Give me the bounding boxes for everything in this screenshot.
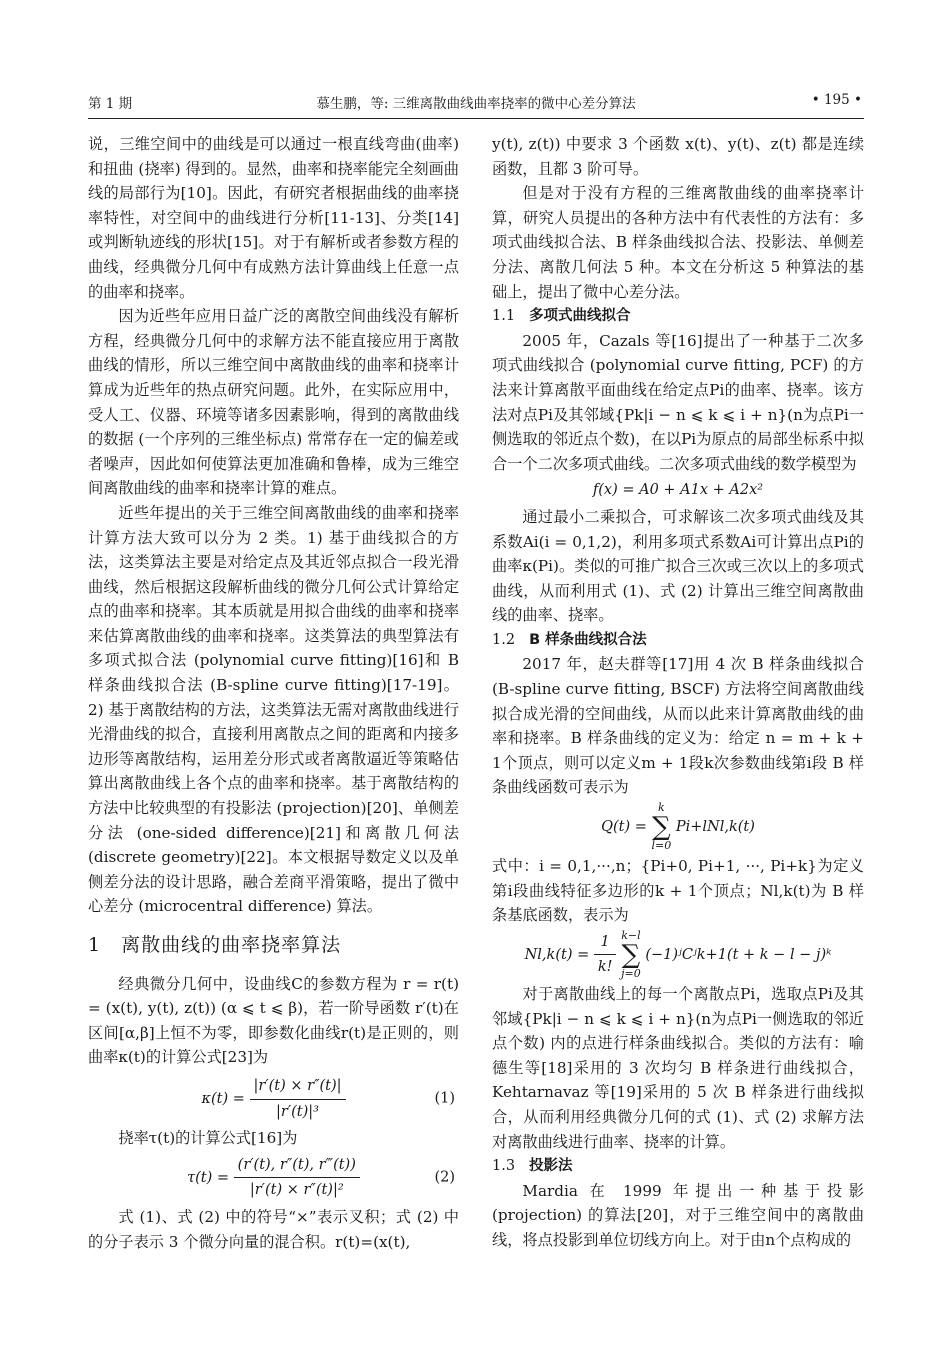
subsection-number: 1.3 [492, 1158, 516, 1175]
fraction [594, 930, 617, 980]
paragraph: 对于离散曲线上的每一个离散点Pi，选取点Pi及其邻域{Pk|i − n ⩽ k ⩽ i + n}(n为点Pi一侧选取的邻近点个数) 内的点进行样条曲线拟合。类似的方法有：喻德生等[18]采用的 3 次均匀 B 样条进行曲线拟合，Kehtarnavaz 等[19]采用的 5 次 B 样条进行曲线拟合，从而利用经典微分几何的式 (1)、式 (2) 求解方法对离散曲线进行曲率、挠率的计算。 [492, 985, 864, 1151]
equation-number: (1) [434, 1090, 455, 1107]
section-heading: 1 离散曲线的曲率挠率算法 [88, 934, 342, 956]
sum-upper: k [658, 801, 665, 815]
subsection-heading-1-2 [492, 628, 864, 653]
paragraph: 2005 年，Cazals 等[16]提出了一种基于二次多项式曲线拟合 (polynomial curve fitting, PCF) 的方法来计算离散平面曲线在给定点Pi的曲率、挠率。该方法对点Pi及其邻域{Pk|i − n ⩽ k ⩽ i + n}(n为点Pi一侧选取的邻近点个数)，在以Pi为原点的局部坐标系中拟合一个二次多项式曲线。二次多项式曲线的数学模型为 [492, 331, 864, 473]
equation-lhs: τ(t) = [187, 1169, 230, 1186]
summation [621, 930, 641, 980]
paragraph: 2017 年，赵夫群等[17]用 4 次 B 样条曲线拟合 (B-spline curve fitting, BSCF) 方法将空间离散曲线拟合成光滑的空间曲线，从而以此来计算离散曲线的曲率和挠率。B 样条曲线的定义为：给定 n = m + k + 1个顶点，则可以定义m + 1段k次参数曲线第i段 B 样条曲线函数可表示为 [492, 655, 864, 797]
page-number: • 195 • [811, 92, 862, 108]
subsection-title: B 样条曲线拟合法 [529, 631, 647, 648]
equation-1 [88, 1074, 459, 1124]
paragraph: 挠率τ(t)的计算公式[16]为 [118, 1129, 298, 1148]
paragraph: 近些年提出的关于三维空间离散曲线的曲率和挠率计算方法大致可以分为 2 类。1) 基于曲线拟合的方法，这类算法主要是对给定点及其近邻点拟合一段光滑曲线，然后根据这段解析曲线的微分几何公式计算给定点的曲率和挠率。其本质就是用拟合曲线的曲率和挠率来估算离散曲线的曲率和挠率。这类算法的典型算法有多项式拟合法 (polynomial curve fitting)[16]和 B 样条曲线拟合法 (B-spline curve fitting)[17-19]。2) 基于离散结构的方法，这类算法无需对离散曲线进行光滑曲线的拟合，直接利用离散点之间的距离和内接多边形等离散结构，运用差分形式或者离散逼近等策略估算出离散曲线上各个点的曲率和挠率。基于离散结构的方法中比较典型的有投影法 (projection)[20]、单侧差分法 (one-sided difference)[21]和离散几何法 (discrete geometry)[22]。本文根据导数定义以及单侧差分法的设计思路，融合差商平滑策略，提出了微中心差分 (microcentral difference) 算法。 [88, 503, 459, 916]
subsection-heading-1-1 [492, 304, 864, 329]
running-header [88, 88, 864, 119]
right-column [492, 132, 864, 1253]
denominator: k! [597, 959, 613, 976]
denominator: |r′(t)|³ [276, 1103, 319, 1120]
paragraph: 因为近些年应用日益广泛的离散空间曲线没有解析方程，经典微分几何中的求解方法不能直接应用于离散曲线的情形，所以三维空间中离散曲线的曲率和挠率计算成为近些年的热点研究问题。此外，在实际应用中，受人工、仪器、环境等诸多因素影响，得到的离散曲线的数据 (一个序列的三维坐标点) 常常存在一定的偏差或者噪声，因此如何使算法更加准确和鲁棒，成为三维空间离散曲线的曲率和挠率计算的难点。 [88, 307, 459, 498]
fraction [234, 1153, 360, 1203]
paragraph: 通过最小二乘拟合，可求解该二次多项式曲线及其系数Ai(i = 0,1,2)，利用多项式系数Ai可计算出点Pi的曲率κ(Pi)。类似的可推广拟合三次或三次以上的多项式曲线，从而利用式 (1)、式 (2) 计算出三维空间离散曲线的曲率、挠率。 [492, 507, 864, 625]
paragraph: 说，三维空间中的曲线是可以通过一根直线弯曲(曲率) 和扭曲 (挠率) 得到的。显然，曲率和挠率能完全刻画曲线的局部行为[10]。因此，有研究者根据曲线的曲率挠率特性，对空间中的曲线进行分析[11-13]、分类[14]或判断轨迹线的形状[15]。对于有解析或者参数方程的曲线，经典微分几何中有成熟方法计算曲线上任意一点的曲率和挠率。 [88, 135, 459, 301]
sum-lower: j=0 [621, 966, 641, 980]
running-title: 慕生鹏，等: 三维离散曲线曲率挠率的微中心差分算法 [316, 96, 636, 112]
subsection-title: 多项式曲线拟合 [529, 308, 631, 325]
paragraph: 经典微分几何中，设曲线C的参数方程为 r = r(t) = (x(t), y(t), z(t)) (α ⩽ t ⩽ β)，若一阶导函数 r′(t)在区间[α,β]上恒不为零，即参数化曲线r(t)是正则的，则曲率κ(t)的计算公式[23]为 [88, 974, 459, 1067]
issue-number: 第 1 期 [88, 96, 133, 112]
subsection-number: 1.1 [492, 308, 516, 325]
denominator: |r′(t) × r″(t)|² [249, 1182, 344, 1199]
numerator: (r′(t), r″(t), r‴(t)) [234, 1153, 360, 1179]
equation-2 [88, 1153, 459, 1203]
sum-upper: k−l [621, 928, 641, 942]
left-column [88, 132, 459, 1254]
fraction [250, 1074, 346, 1124]
equation-lhs: Nl,k(t) = [524, 946, 590, 963]
paragraph: Mardia 在 1999 年提出一种基于投影 (projection) 的算法[20]，对于三维空间中的离散曲线，将点投影到单位切线方向上。对于由n个点构成的 [492, 1181, 864, 1249]
paragraph: 式 (1)、式 (2) 中的符号“×”表示叉积；式 (2) 中的分子表示 3 个微分向量的混合积。r(t)=(x(t), [88, 1207, 459, 1251]
equation-4 [492, 802, 864, 852]
summation [652, 802, 672, 852]
subsection-number: 1.2 [492, 631, 516, 648]
equation-number: (2) [434, 1169, 455, 1186]
equation-body: Pi+lNl,k(t) [675, 819, 755, 836]
equation-lhs: Q(t) = [601, 819, 647, 836]
paragraph: 但是对于没有方程的三维离散曲线的曲率挠率计算，研究人员提出的各种方法中有代表性的方法有：多项式曲线拟合法、B 样条曲线拟合法、投影法、单侧差分法、离散几何法 5 种。本文在分析这 5 种算法的基础上，提出了微中心差分法。 [492, 184, 864, 301]
equation-body: (−1)ʲCʲk+1(t + k − l − j)ᵏ [645, 946, 832, 963]
paragraph: y(t), z(t)) 中要求 3 个函数 x(t)、y(t)、z(t) 都是连续函数，且都 3 阶可导。 [492, 135, 864, 178]
numerator: |r′(t) × r″(t)| [250, 1074, 346, 1100]
sum-lower: l=0 [651, 839, 672, 853]
equation-3: f(x) = A0 + A1x + A2x² [592, 482, 764, 499]
sigma-symbol: ∑ [652, 812, 671, 843]
paragraph: 式中：i = 0,1,···,n；{Pi+0, Pi+1, ···, Pi+k}为定义第i段曲线特征多边形的k + 1个顶点；Nl,k(t)为 B 样条基底函数，表示为 [492, 857, 864, 925]
numerator: 1 [594, 930, 617, 956]
equation-5 [492, 930, 864, 980]
equation-lhs: κ(t) = [201, 1091, 245, 1108]
sigma-symbol: ∑ [621, 939, 641, 970]
subsection-title: 投影法 [529, 1158, 573, 1175]
subsection-heading-1-3 [492, 1154, 864, 1179]
